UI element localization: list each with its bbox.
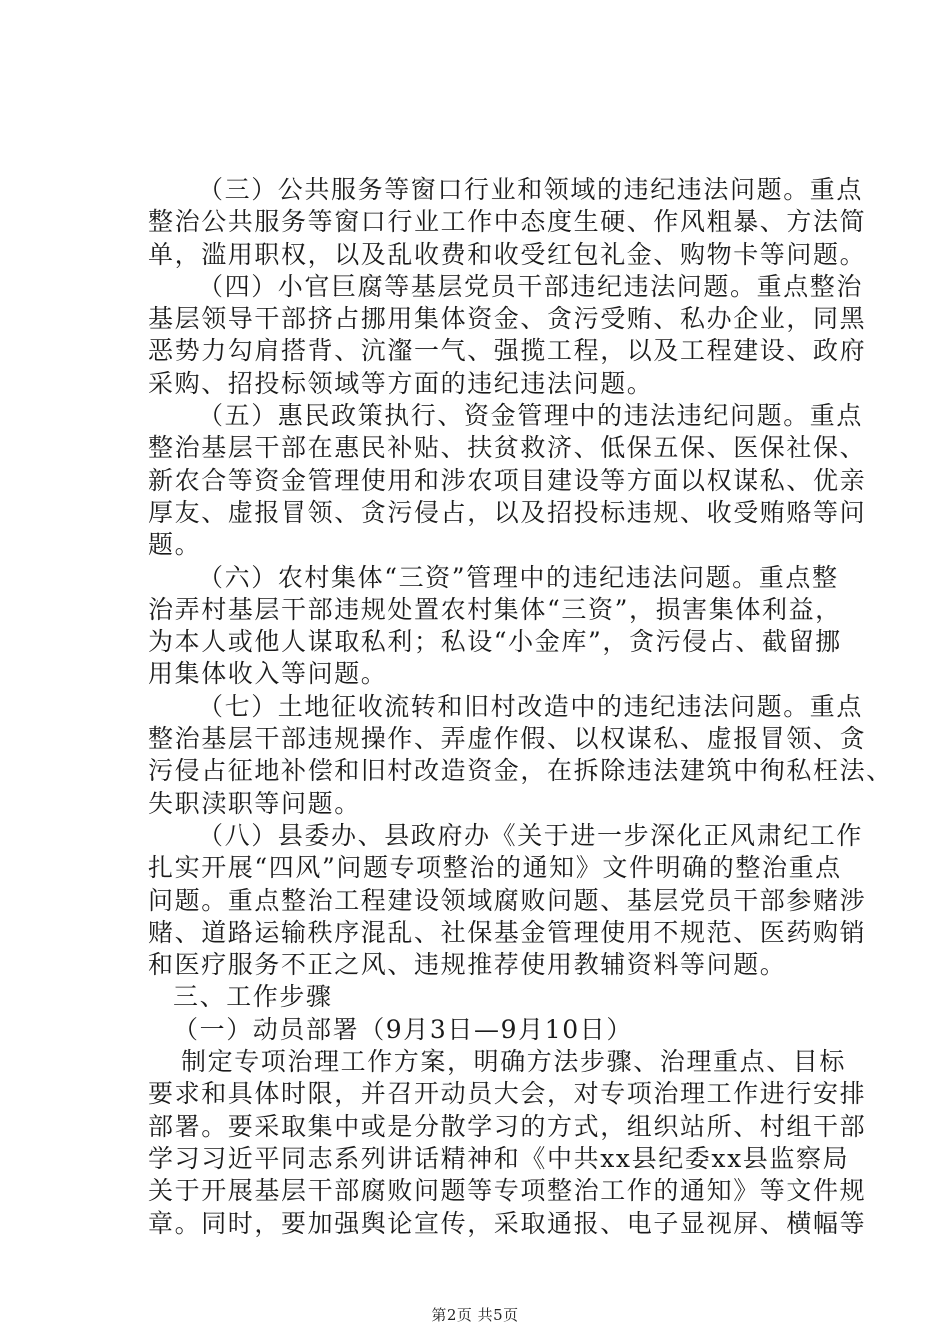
text-line: 新农合等资金管理使用和涉农项目建设等方面以权谋私、优亲: [148, 465, 867, 495]
text-line: 单，滥用职权，以及乱收费和收受红包礼金、购物卡等问题。: [148, 239, 867, 269]
text-line: （四）小官巨腐等基层党员干部违纪违法问题。重点整治: [198, 271, 864, 301]
text-line: 整治基层干部在惠民补贴、扶贫救济、低保五保、医保社保、: [148, 433, 867, 463]
text-line: （三）公共服务等窗口行业和领域的违纪违法问题。重点: [198, 175, 864, 204]
text-line: 治弄村基层干部违规处置农村集体“三资”，损害集体利益，: [148, 594, 842, 624]
text-line: 问题。重点整治工程建设领域腐败问题、基层党员干部参赌涉: [148, 885, 867, 915]
text-line: （五）惠民政策执行、资金管理中的违法违纪问题。重点: [198, 401, 864, 431]
text-line: 整治公共服务等窗口行业工作中态度生硬、作风粗暴、方法简: [148, 207, 867, 237]
document-body: [148, 174, 893, 1240]
text-line: （七）土地征收流转和旧村改造中的违纪违法问题。重点: [198, 691, 864, 721]
text-line: 要求和具体时限，并召开动员大会，对专项治理工作进行安排: [148, 1079, 867, 1109]
text-line: 失职渎职等问题。: [148, 788, 361, 818]
text-line: 基层领导干部挤占挪用集体资金、贪污受贿、私办企业，同黑: [148, 304, 867, 334]
text-line: 污侵占征地补偿和旧村改造资金，在拆除违法建筑中徇私枉法、: [148, 756, 893, 786]
text-line: 制定专项治理工作方案，明确方法步骤、治理重点、目标: [181, 1047, 847, 1077]
text-line: 恶势力勾肩搭背、沆瀣一气、强揽工程，以及工程建设、政府: [148, 336, 867, 366]
text-line: 章。同时，要加强舆论宣传，采取通报、电子显视屏、横幅等: [148, 1208, 867, 1238]
text-line: 部署。要采取集中或是分散学习的方式，组织站所、村组干部: [148, 1111, 867, 1141]
text-line: 为本人或他人谋取私利；私设“小金库”，贪污侵占、截留挪: [148, 627, 842, 657]
section-heading: 三、工作步骤: [173, 982, 333, 1012]
text-line: （六）农村集体“三资”管理中的违纪违法问题。重点整: [198, 562, 839, 592]
text-line: 赌、道路运输秩序混乱、社保基金管理使用不规范、医药购销: [148, 917, 867, 947]
text-line: 用集体收入等问题。: [148, 659, 388, 689]
subsection-heading: （一）动员部署（9月3日—9月10日）: [173, 1014, 633, 1044]
text-line: 和医疗服务不正之风、违规推荐使用教辅资料等问题。: [148, 950, 787, 980]
text-line: 扎实开展“四风”问题专项整治的通知》文件明确的整治重点: [148, 853, 842, 883]
text-line: 学习习近平同志系列讲话精神和《中共xx县纪委xx县监察局: [148, 1143, 850, 1173]
text-line: 厚友、虚报冒领、贪污侵占，以及招投标违规、收受贿赂等问: [148, 497, 867, 527]
text-line: （八）县委办、县政府办《关于进一步深化正风肃纪工作: [198, 820, 864, 850]
text-line: 题。: [148, 530, 202, 560]
page-number-footer: 第2页 共5页: [431, 1306, 519, 1324]
text-line: 整治基层干部违规操作、弄虚作假、以权谋私、虚报冒领、贪: [148, 724, 867, 754]
text-line: 采购、招投标领域等方面的违纪违法问题。: [148, 368, 654, 398]
text-line: 关于开展基层干部腐败问题等专项整治工作的通知》等文件规: [148, 1176, 867, 1206]
